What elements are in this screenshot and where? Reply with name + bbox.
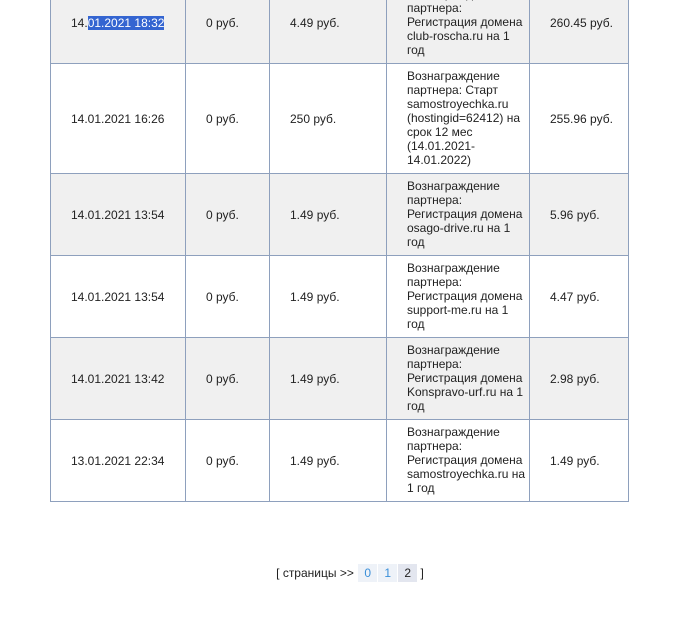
- date-cell: 14.01.2021 16:26: [51, 64, 186, 174]
- date-cell: 13.01.2021 22:34: [51, 420, 186, 502]
- fee-cell: 0 руб.: [186, 174, 270, 256]
- cost-cell: 4.49 руб.: [270, 0, 387, 64]
- cost-cell: 1.49 руб.: [270, 420, 387, 502]
- cost-cell: 1.49 руб.: [270, 256, 387, 338]
- balance-cell: 5.96 руб.: [530, 174, 629, 256]
- cost-cell: 1.49 руб.: [270, 174, 387, 256]
- fee-cell: 0 руб.: [186, 420, 270, 502]
- cost-cell: 1.49 руб.: [270, 338, 387, 420]
- balance-cell: 1.49 руб.: [530, 420, 629, 502]
- pagination: [0, 564, 700, 582]
- balance-cell: 255.96 руб.: [530, 64, 629, 174]
- description-cell: партнера: Регистрация домена club-roscha.ru на 1 год: [387, 0, 530, 64]
- page-current-2[interactable]: 2: [398, 564, 417, 582]
- description-cell: Вознаграждение партнера: Регистрация домена samostroyechka.ru на 1 год: [387, 420, 530, 502]
- table-row: [51, 338, 629, 420]
- date-cell: [51, 0, 186, 64]
- pager-close-bracket: ]: [420, 566, 424, 580]
- fee-cell: 0 руб.: [186, 0, 270, 64]
- date-cell: 14.01.2021 13:54: [51, 256, 186, 338]
- description-cell: Вознаграждение партнера: Регистрация домена support-me.ru на 1 год: [387, 256, 530, 338]
- cost-cell: 250 руб.: [270, 64, 387, 174]
- description-cell: Вознаграждение партнера: Регистрация домена osago-drive.ru на 1 год: [387, 174, 530, 256]
- table-row: [51, 174, 629, 256]
- balance-cell: 260.45 руб.: [530, 0, 629, 64]
- table-row: [51, 420, 629, 502]
- page-link-1[interactable]: 1: [378, 564, 397, 582]
- transactions-table: [50, 0, 629, 502]
- selected-date-text: 01.2021 18:32: [87, 15, 165, 30]
- pager-open-bracket: [: [276, 566, 280, 580]
- fee-cell: 0 руб.: [186, 338, 270, 420]
- description-cell: Вознаграждение партнера: Регистрация домена Konspravo-urf.ru на 1 год: [387, 338, 530, 420]
- table-row: [51, 64, 629, 174]
- table-row: [51, 0, 629, 64]
- table-row: [51, 256, 629, 338]
- pager-label: страницы >>: [282, 566, 354, 580]
- date-text: 14.: [71, 15, 88, 30]
- balance-cell: 4.47 руб.: [530, 256, 629, 338]
- date-cell: 14.01.2021 13:54: [51, 174, 186, 256]
- balance-cell: 2.98 руб.: [530, 338, 629, 420]
- description-cell: Вознаграждение партнера: Старт samostroyechka.ru (hostingid=62412) на срок 12 мес (14.01.2021-14.01.2022): [387, 64, 530, 174]
- fee-cell: 0 руб.: [186, 256, 270, 338]
- fee-cell: 0 руб.: [186, 64, 270, 174]
- date-cell: 14.01.2021 13:42: [51, 338, 186, 420]
- page-link-0[interactable]: 0: [358, 564, 377, 582]
